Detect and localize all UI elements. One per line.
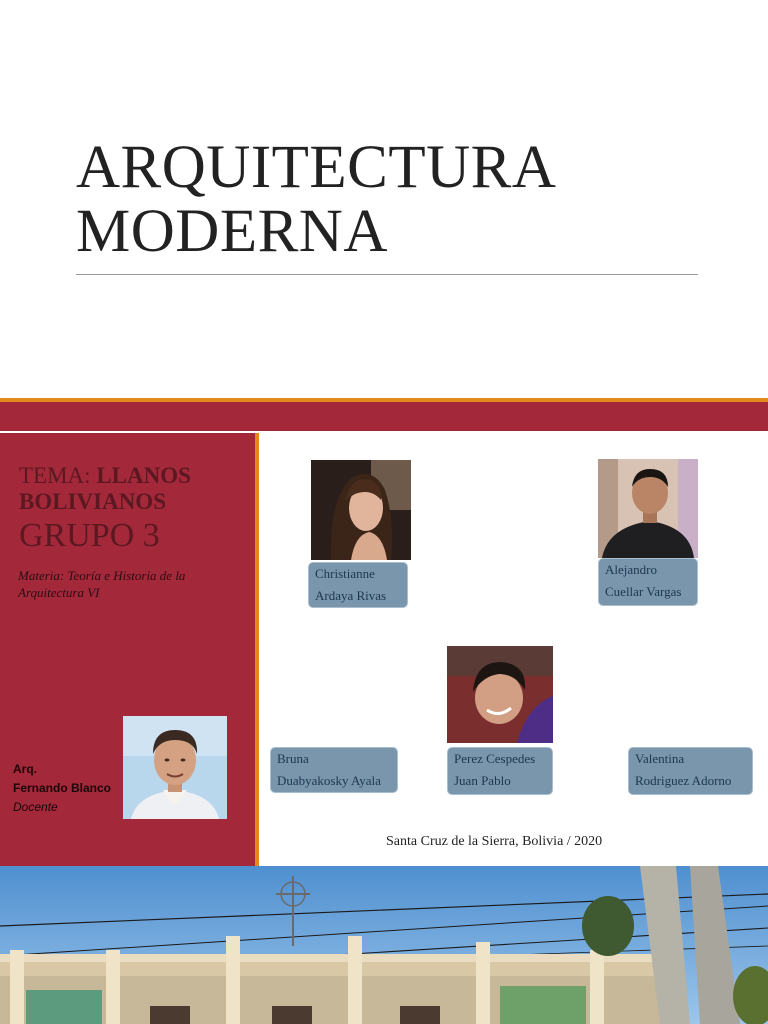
- tema-value: LLANOS BOLIVIANOS: [19, 463, 191, 514]
- tema-label: TEMA:: [19, 463, 97, 488]
- member-second-line: Duabyakosky Ayala: [277, 773, 381, 788]
- docente-name: Fernando Blanco: [13, 781, 112, 795]
- member-name-valentina: [628, 747, 753, 795]
- docente-title: Arq.: [13, 762, 37, 776]
- document-title: [76, 136, 716, 264]
- member-name-perez: [447, 747, 553, 795]
- member-name-bruna: [270, 747, 398, 793]
- member-second-line: Juan Pablo: [454, 773, 511, 788]
- docente-info: [13, 760, 123, 817]
- materia-text: Materia: Teoría e Historia de la Arquitectura VI: [18, 568, 186, 600]
- docente-role: Docente: [13, 800, 58, 814]
- header-band: [0, 402, 768, 431]
- building-photo: [0, 866, 768, 1024]
- member-first-line: Christianne: [315, 566, 375, 581]
- member-second-line: Ardaya Rivas: [315, 588, 387, 603]
- member-first-line: Alejandro: [605, 562, 657, 577]
- member-second-line: Cuellar Vargas: [605, 584, 682, 599]
- member-name-alejandro: [598, 558, 698, 606]
- member-photo-perez: [447, 646, 553, 743]
- member-second-line: Rodriguez Adorno: [635, 773, 732, 788]
- title-divider: [76, 274, 698, 275]
- member-first-line: Valentina: [635, 751, 685, 766]
- grupo-heading: GRUPO 3: [19, 517, 160, 554]
- member-first-line: Bruna: [277, 751, 309, 766]
- member-name-christianne: [308, 562, 408, 608]
- tema-heading: [19, 463, 249, 515]
- member-photo-alejandro: [598, 459, 698, 558]
- docente-photo: [123, 716, 227, 819]
- side-panel-edge: [255, 433, 259, 866]
- title-line-2: MODERNA: [76, 198, 388, 265]
- title-line-1: ARQUITECTURA: [76, 134, 557, 201]
- footer-place-date: Santa Cruz de la Sierra, Bolivia / 2020: [386, 834, 603, 849]
- member-photo-christianne: [311, 460, 411, 560]
- member-first-line: Perez Cespedes: [454, 751, 536, 766]
